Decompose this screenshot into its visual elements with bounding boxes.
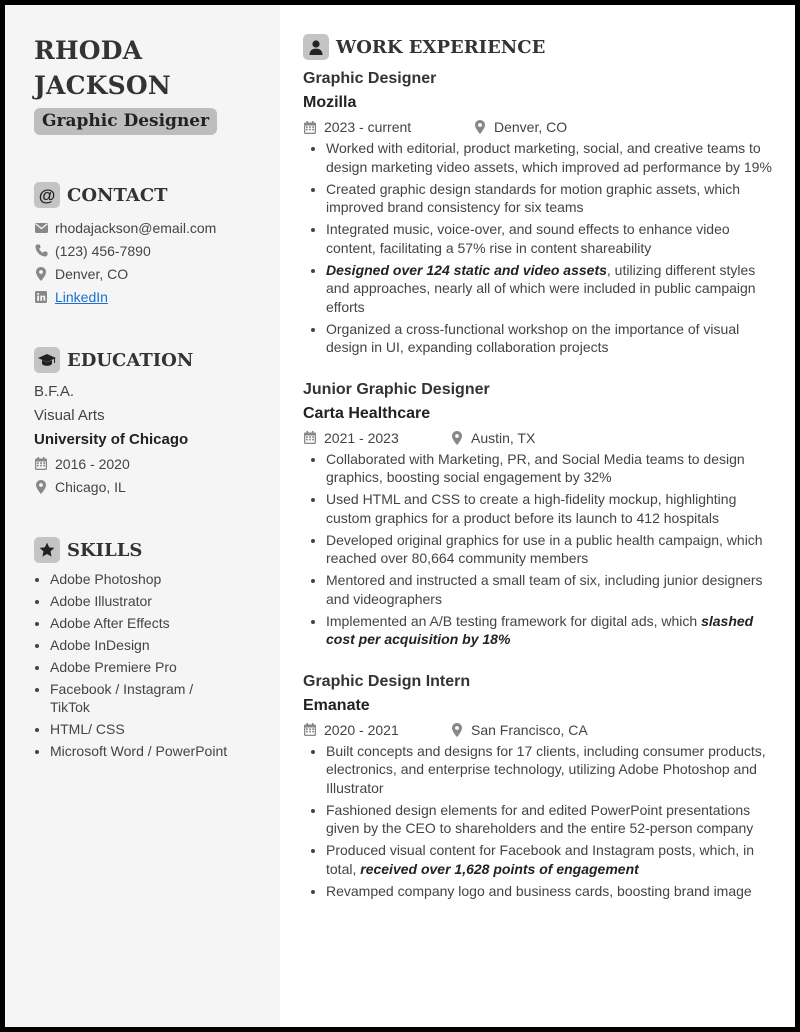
skills-title: SKILLS — [67, 539, 143, 561]
bullet-text: Created graphic design standards for motion graphic assets, which improved brand consistency for six teams — [326, 180, 740, 215]
linkedin-link[interactable]: LinkedIn — [55, 288, 108, 305]
job-bullet — [326, 320, 775, 357]
job-entry — [303, 67, 775, 357]
job-title: Graphic Designer — [303, 70, 437, 87]
map-pin-icon — [450, 723, 464, 737]
bullet-text: Built concepts and designs for 17 clients, including consumer products, electronics, and enterprise technology, utilizing Adobe Photoshop and Illustrator — [326, 742, 766, 796]
job-bullets — [303, 139, 775, 357]
work-experience-title: WORK EXPERIENCE — [336, 36, 546, 58]
job-bullet — [326, 882, 775, 901]
linkedin-icon — [34, 290, 48, 304]
envelope-icon — [34, 221, 48, 235]
education-dates: 2016 - 2020 — [55, 455, 130, 472]
bullet-text: Fashioned design elements for and edited PowerPoint presentations given by the CEO to shareholders and the entire 52-person company — [326, 801, 754, 836]
map-pin-icon — [34, 267, 48, 281]
job-bullet — [326, 490, 775, 527]
job-company: Emanate — [303, 696, 370, 714]
contact-title: CONTACT — [67, 184, 168, 206]
skill-item: • Microsoft Word / PowerPoint — [50, 742, 262, 760]
jobs-list — [303, 67, 775, 900]
contact-section — [34, 181, 262, 308]
skill-item: • Adobe Photoshop — [50, 570, 262, 588]
bullet-text: Used HTML and CSS to create a high-fidelity mockup, highlighting custom graphics for a product before its launch to 412 hospitals — [326, 491, 737, 526]
contact-email[interactable]: rhodajackson@email.com — [55, 219, 217, 236]
bullet-text: Integrated music, voice-over, and sound effects to enhance video content, facilitating a 57% rise in content shareability — [326, 221, 730, 256]
at-sign-icon: @ — [34, 182, 60, 208]
skill-item: • Facebook / Instagram / TikTok — [50, 680, 262, 716]
bullet-text: Produced visual content for Facebook and Instagram posts, which, in total, — [326, 842, 755, 877]
bullet-text: , utilizing different styles and approaches, nearly all of which were included in public campaign efforts — [326, 261, 756, 315]
bullet-text: Revamped company logo and business cards, boosting brand image — [326, 882, 752, 899]
map-pin-icon — [450, 431, 464, 445]
job-location-item — [473, 119, 567, 135]
contact-location: Denver, CO — [55, 265, 129, 282]
skill-item: • Adobe Premiere Pro — [50, 658, 262, 676]
name-line-1: RHODA — [34, 36, 143, 65]
calendar-icon — [303, 723, 317, 737]
education-school: University of Chicago — [34, 431, 189, 448]
sidebar — [5, 5, 280, 1027]
job-bullet — [326, 571, 775, 608]
job-dates-item — [303, 722, 450, 738]
name-line-2: JACKSON — [34, 71, 171, 100]
bullet-text: Collaborated with Marketing, PR, and Social Media teams to design graphics, boosting social engagement by 32% — [326, 450, 745, 485]
job-title: Graphic Design Intern — [303, 672, 471, 690]
contact-phone-row — [34, 239, 262, 262]
contact-linkedin-row — [34, 285, 262, 308]
calendar-icon — [34, 457, 48, 471]
job-bullets — [303, 742, 775, 901]
education-location: Chicago, IL — [55, 478, 126, 495]
skill-item: • Adobe Illustrator — [50, 592, 262, 610]
education-location-row — [34, 475, 262, 498]
work-experience-heading — [303, 33, 775, 61]
phone-icon — [34, 244, 48, 258]
job-title-badge: Graphic Designer — [34, 108, 217, 135]
job-dates: 2020 - 2021 — [324, 721, 399, 738]
job-location-item — [450, 430, 535, 446]
job-bullets — [303, 450, 775, 649]
skills-section — [34, 536, 262, 760]
bullet-text: Mentored and instructed a small team of six, including junior designers and videographers — [326, 572, 763, 607]
bullet-highlight: received over 1,628 points of engagement — [360, 860, 639, 877]
job-bullet — [326, 612, 775, 649]
contact-email-row — [34, 216, 262, 239]
job-bullet — [326, 139, 775, 176]
education-field: Visual Arts — [34, 407, 105, 424]
contact-location-row — [34, 262, 262, 285]
job-bullet — [326, 841, 775, 878]
job-dates: 2021 - 2023 — [324, 429, 399, 446]
job-location: Austin, TX — [471, 429, 536, 446]
job-meta — [303, 115, 775, 139]
job-bullet — [326, 261, 775, 317]
education-heading — [34, 346, 262, 374]
job-company: Carta Healthcare — [303, 404, 431, 422]
education-dates-row — [34, 452, 262, 475]
map-pin-icon — [34, 480, 48, 494]
job-entry — [303, 670, 775, 901]
skill-item: • HTML/ CSS — [50, 720, 262, 738]
contact-phone[interactable]: (123) 456-7890 — [55, 242, 151, 259]
education-section — [34, 346, 262, 498]
job-dates-item — [303, 430, 450, 446]
job-bullet — [326, 450, 775, 487]
bullet-highlight: slashed cost per acquisition by 18% — [326, 612, 754, 647]
bullet-highlight: Designed over 124 static and video assets — [326, 261, 607, 278]
education-title: EDUCATION — [67, 349, 194, 371]
job-location: San Francisco, CA — [471, 721, 588, 738]
map-pin-icon — [473, 120, 487, 134]
job-location: Denver, CO — [494, 119, 568, 135]
skills-heading — [34, 536, 262, 564]
job-bullet — [326, 742, 775, 798]
job-location-item — [450, 722, 588, 738]
graduation-cap-icon — [34, 347, 60, 373]
job-meta — [303, 426, 775, 450]
job-meta — [303, 718, 775, 742]
education-degree: B.F.A. — [34, 383, 75, 400]
calendar-icon — [303, 431, 317, 445]
skill-item: • Adobe After Effects — [50, 614, 262, 632]
bullet-text: Organized a cross-functional workshop on the importance of visual design in UI, expanding collaboration projects — [326, 320, 740, 355]
bullet-text: Implemented an A/B testing framework for digital ads, which — [326, 612, 702, 629]
job-entry — [303, 378, 775, 649]
main-content — [280, 5, 795, 1027]
bullet-text: Worked with editorial, product marketing, social, and creative teams to design marketing video assets, which improved ad performance by 19% — [326, 140, 772, 175]
bullet-text: Developed original graphics for use in a public health campaign, which reached over 80,664 community members — [326, 531, 763, 566]
job-bullet — [326, 531, 775, 568]
skill-item: • Adobe InDesign — [50, 636, 262, 654]
calendar-icon — [303, 120, 317, 134]
job-company: Mozilla — [303, 94, 357, 111]
job-dates-item — [303, 119, 473, 135]
person-icon — [303, 34, 329, 60]
job-title: Junior Graphic Designer — [303, 380, 490, 398]
job-bullet — [326, 801, 775, 838]
skills-list — [34, 570, 262, 760]
star-icon — [34, 537, 60, 563]
contact-heading — [34, 181, 262, 209]
job-dates: 2023 - current — [324, 119, 412, 135]
job-bullet — [326, 180, 775, 217]
job-bullet — [326, 220, 775, 257]
